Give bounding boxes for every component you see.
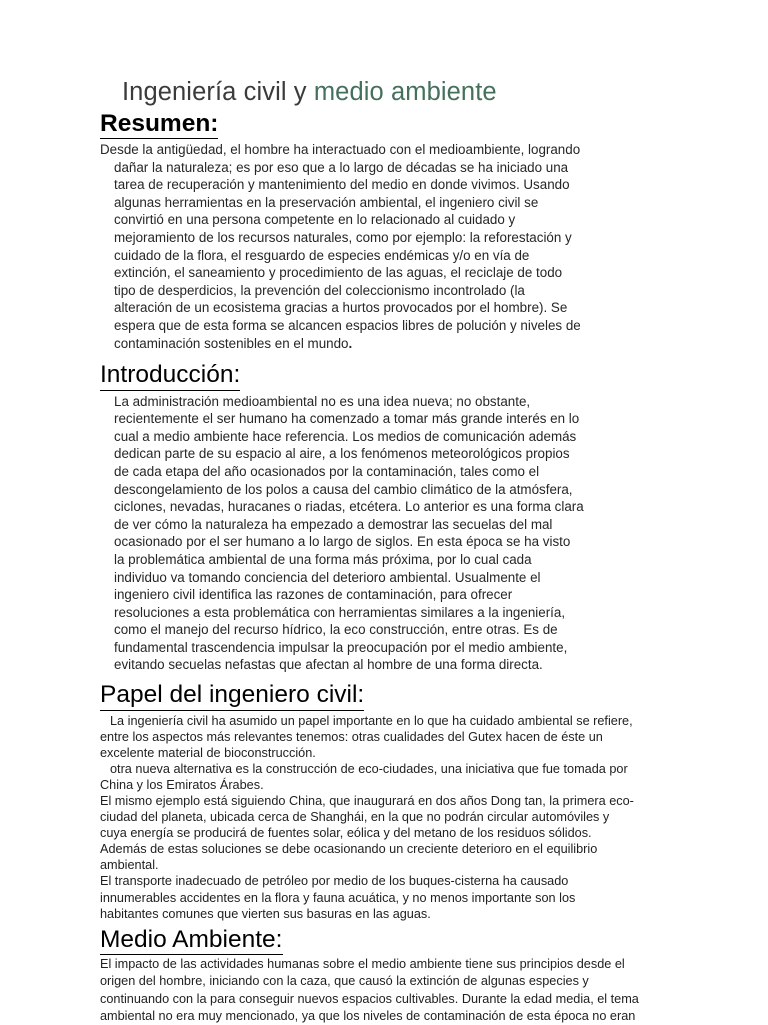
section-heading-medio-ambiente xyxy=(100,926,660,955)
section-body-papel-p3: El mismo ejemplo está siguiendo China, que inaugurará en dos años Dong tan, la primera eco-ciudad del planeta, ubicada cerca de Shanghái, en la que no podrán circular automóviles y cuya energía se producirá de fuentes solar, eólica y del metano de los residuos sólidos. Además de estas soluciones se debe ocasionando un creciente deterioro en el equilibrio ambiental. xyxy=(100,793,634,873)
page-title-primary: Ingeniería civil y xyxy=(122,78,314,106)
page-title-accent: medio ambiente xyxy=(313,78,497,106)
section-body-medio-ambiente: El impacto de las actividades humanas sobre el medio ambiente tiene sus principios desde el origen del hombre, iniciando con la caza, que causó la extinción de algunas especies y continuando con la para conseguir nuevos espacios cultivables. Durante la edad media, el tema ambiental no era muy mencionado, ya que los niveles de contaminación de esta época no eran xyxy=(100,957,639,1023)
section-heading-introduccion xyxy=(100,361,660,390)
section-body-papel-p4: El transporte inadecuado de petróleo por medio de los buques-cisterna ha causado innumerables accidentes en la flora y fauna acuática, y no menos importante son los habitantes comunes que vierten sus basuras en las aguas. xyxy=(100,874,576,921)
section-body-resumen xyxy=(100,141,584,352)
section-heading-introduccion-label: Introducción: xyxy=(100,361,240,390)
resumen-text: Desde la antigüedad, el hombre ha interactuado con el medioambiente, logrando dañar la naturaleza; es por eso que a lo largo de décadas se ha iniciado una tarea de recuperación y mantenimiento del medio en donde vivimos. Usando algunas herramientas en la preservación ambiental, el ingeniero civil se convirtió en una persona competente en lo relacionado al cuidado y mejoramiento de los recursos naturales, como por ejemplo: la reforestación y cuidado de la flora, el resguardo de especies endémicas y/o en vía de extinción, el saneamiento y procedimiento de las aguas, el reciclaje de todo tipo de desperdicios, la prevención del coleccionismo incontrolado (la alteración de un ecosistema gracias a hurtos provocados por el hombre). Se espera que de esta forma se alcancen espacios libres de polución y niveles de contaminación sostenibles en el mundo xyxy=(100,142,581,351)
section-heading-resumen xyxy=(100,110,660,139)
section-body-papel-p2: otra nueva alternativa es la construcción de eco-ciudades, una iniciativa que fue tomada por China y los Emiratos Árabes. xyxy=(100,761,628,792)
section-body-introduccion: La administración medioambiental no es una idea nueva; no obstante, recientemente el ser humano ha comenzado a tomar más grande interés en lo cual a medio ambiente hace referencia. Los medios de comunicación además dedican parte de su espacio al aire, a los fenómenos meteorológicos propios de cada etapa del año ocasionados por la contaminación, tales como el descongelamiento de los polos a causa del cambio climático de la atmósfera, ciclones, nevadas, huracanes o riadas, etcétera. Lo anterior es una forma clara de ver cómo la naturaleza ha empezado a demostrar las secuelas del mal ocasionado por el ser humano a lo largo de siglos. En esta época se ha visto la problemática ambiental de una forma más próxima, por lo cual cada individuo va tomando conciencia del deterioro ambiental. Usualmente el ingeniero civil identifica las razones de contaminación, para ofrecer resoluciones a esta problemática con herramientas similares a la ingeniería, como el manejo del recurso hídrico, la eco construcción, entre otras. Es de fundamental trascendencia impulsar la preocupación por el medio ambiente, evitando secuelas nefastas que afectan al hombre de una forma directa. xyxy=(114,393,584,673)
page-title xyxy=(100,78,660,108)
section-heading-medio-ambiente-label: Medio Ambiente: xyxy=(100,926,283,955)
section-heading-papel xyxy=(100,681,660,710)
section-heading-papel-label: Papel del ingeniero civil: xyxy=(100,681,364,710)
section-heading-resumen-label: Resumen: xyxy=(100,110,218,139)
resumen-text-end: . xyxy=(348,335,353,351)
section-body-papel-p1: La ingeniería civil ha asumido un papel importante en lo que ha cuidado ambiental se refiere, entre los aspectos más relevantes tenemos: otras cualidades del Gutex hacen de éste un excelente material de bioconstrucción. xyxy=(100,713,633,760)
